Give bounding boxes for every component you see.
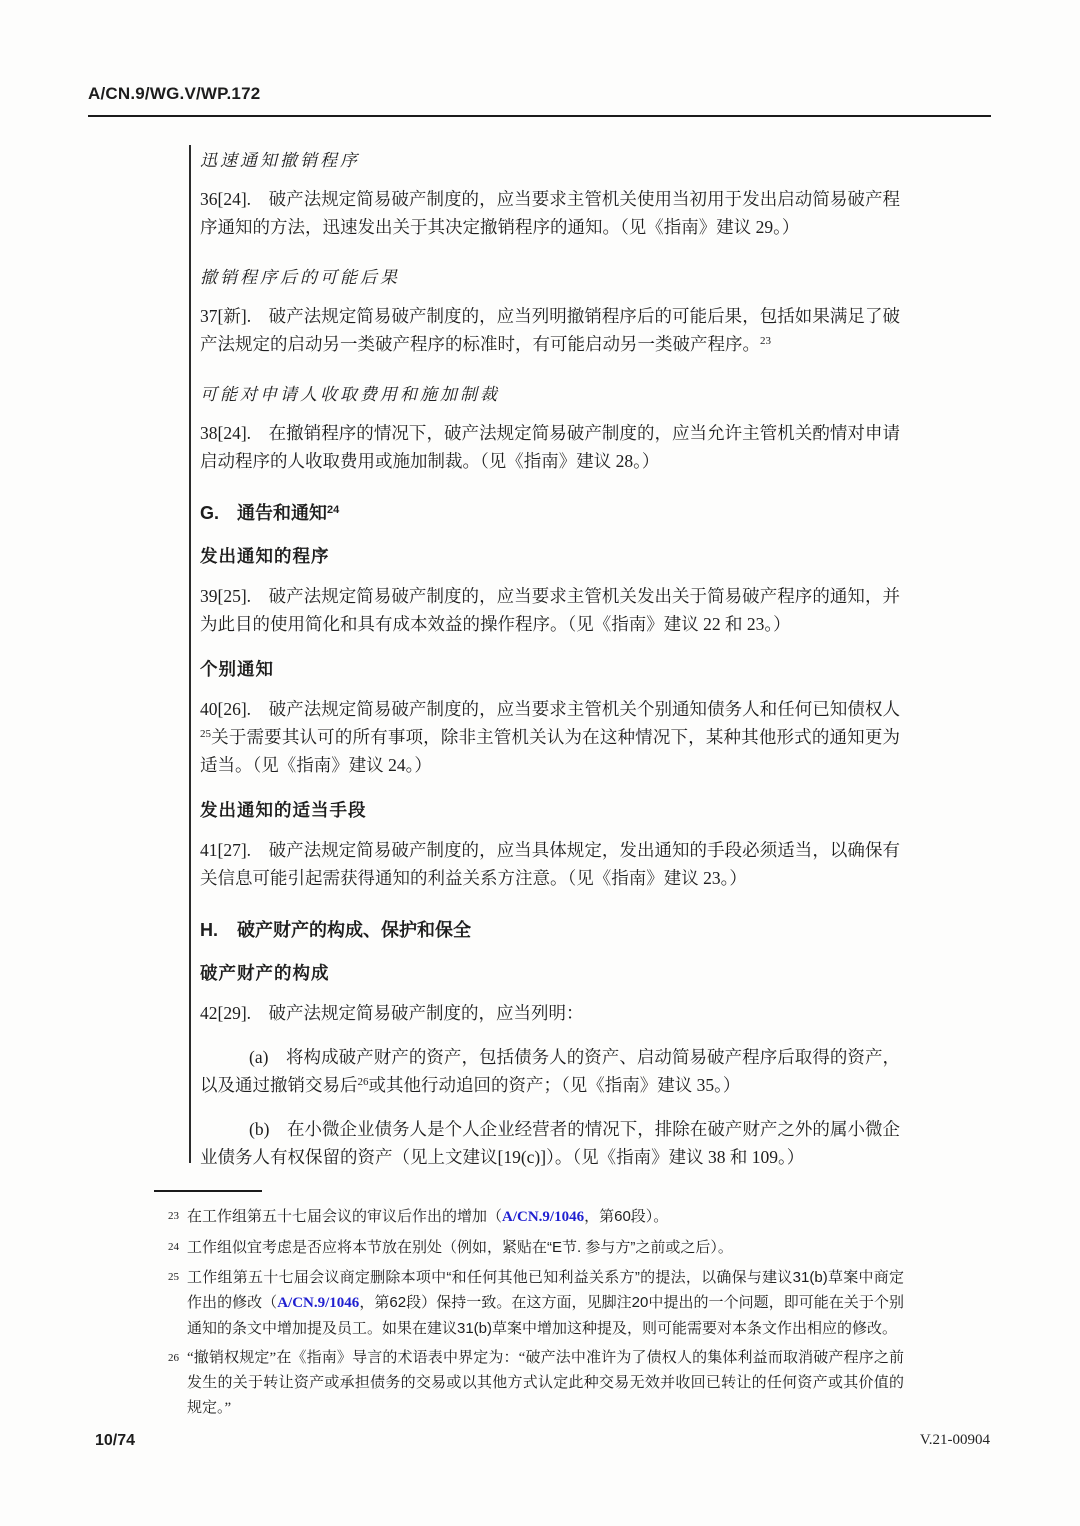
section-h-letter: H. bbox=[200, 920, 218, 940]
footnote-23 bbox=[154, 1204, 904, 1230]
running-heading-notice-procedure: 发出通知的程序 bbox=[200, 546, 330, 566]
footnote-25 bbox=[154, 1265, 904, 1341]
doc-id-number: V.21-00904 bbox=[919, 1432, 990, 1448]
paragraph-42a-pre: (a) 将构成破产财产的资产，包括债务人的资产、启动简易破产程序后取得的资产，以及通过撤销交易后 bbox=[200, 1047, 900, 1095]
running-heading-prompt-notice: 迅速通知撤销程序 bbox=[200, 151, 360, 170]
footnote-24-number: 24 bbox=[168, 1241, 179, 1253]
paragraph-41: 41[27]. 破产法规定简易破产制度的，应当具体规定，发出通知的手段必须适当，以确保有关信息可能引起需获得通知的利益关系方注意。（见《指南》建议 23。） bbox=[200, 840, 900, 888]
footnote-25-text-post: ，第62段）保持一致。在这方面，见脚注20中提出的一个问题，即可能在关于个别通知的条文中增加提及员工。如果在建议31(b)草案中增加这种提及，则可能需要对本条文作出相应的修改。 bbox=[187, 1294, 904, 1337]
footnote-26-number: 26 bbox=[168, 1352, 179, 1364]
paragraph-40-post: 关于需要其认可的所有事项，除非主管机关认为在这种情况下，某种其他形式的通知更为适当。（见《指南》建议 24。） bbox=[200, 727, 900, 775]
footnotes-area bbox=[154, 1190, 904, 1426]
footnote-23-number: 23 bbox=[168, 1210, 179, 1222]
paragraph-40 bbox=[200, 695, 900, 779]
section-g-title-text: 通告和通知 bbox=[237, 503, 327, 523]
running-heading-individual-notice: 个别通知 bbox=[200, 659, 274, 679]
footnote-ref-26: 26 bbox=[357, 1076, 369, 1088]
paragraph-42a bbox=[200, 1043, 900, 1099]
footnote-26-text: “撤销权规定”在《指南》导言的术语表中界定为：“破产法中准许为了债权人的集体利益而取消破产程序之前发生的关于转让资产或承担债务的交易或以其他方式认定此种交易无效并收回已转让的任何资产或其价值的规定。” bbox=[187, 1350, 904, 1416]
footnote-separator bbox=[154, 1190, 262, 1192]
section-g-title bbox=[237, 499, 339, 525]
paragraph-38: 38[24]. 在撤销程序的情况下，破产法规定简易破产制度的，应当允许主管机关酌情对申请启动程序的人收取费用或施加制裁。（见《指南》建议 28。） bbox=[200, 423, 900, 471]
section-h-title: 破产财产的构成、保护和保全 bbox=[237, 920, 471, 940]
section-g-heading bbox=[200, 499, 900, 525]
running-heading-appropriate-means: 发出通知的适当手段 bbox=[200, 800, 367, 820]
paragraph-40-pre: 40[26]. 破产法规定简易破产制度的，应当要求主管机关个别通知债务人和任何已知债权人 bbox=[200, 699, 900, 719]
paragraph-42-intro: 42[29]. 破产法规定简易破产制度的，应当列明： bbox=[200, 1003, 584, 1023]
header-rule bbox=[88, 115, 991, 117]
footnote-23-text-pre: 在工作组第五十七届会议的审议后作出的增加（ bbox=[187, 1208, 503, 1225]
document-link-acn9-1046-2[interactable]: A/CN.9/1046 bbox=[277, 1295, 360, 1311]
footnote-ref-23: 23 bbox=[760, 335, 771, 347]
footnote-24 bbox=[154, 1235, 904, 1260]
footnote-25-number: 25 bbox=[168, 1271, 179, 1283]
footnote-23-text-post: ，第60段）。 bbox=[584, 1208, 669, 1225]
doc-symbol: A/CN.9/WG.V/WP.172 bbox=[88, 84, 261, 103]
revision-change-bar bbox=[189, 145, 191, 1163]
footnote-24-text: 工作组似宜考虑是否应将本节放在别处（例如，紧贴在“E节. 参与方”之前或之后）。 bbox=[187, 1239, 733, 1256]
section-g-letter: G. bbox=[200, 503, 220, 523]
paragraph-36: 36[24]. 破产法规定简易破产制度的，应当要求主管机关使用当初用于发出启动简易破产程序通知的方法，迅速发出关于其决定撤销程序的通知。（见《指南》建议 29。） bbox=[200, 189, 900, 237]
footnote-25-text-pre: 工作组第五十七届会议商定删除本项中“和任何其他已知利益关系方”的提法，以确保与建议31(b)草案中商定作出的修改（ bbox=[187, 1269, 904, 1311]
running-heading-fees-sanctions: 可能对申请人收取费用和施加制裁 bbox=[200, 385, 500, 404]
paragraph-37-text: 37[新]. 破产法规定简易破产制度的，应当列明撤销程序后的可能后果，包括如果满足了破产法规定的启动另一类破产程序的标准时，有可能启动另一类破产程序。 bbox=[200, 306, 900, 354]
paragraph-37 bbox=[200, 302, 900, 358]
footnote-ref-24: 24 bbox=[327, 504, 340, 516]
footnote-ref-25: 25 bbox=[200, 728, 211, 740]
paragraph-42b: (b) 在小微企业债务人是个人企业经营者的情况下，排除在破产财产之外的属小微企业债务人有权保留的资产（见上文建议[19(c)]）。（见《指南》建议 38 和 109。） bbox=[200, 1119, 900, 1167]
running-heading-estate-composition: 破产财产的构成 bbox=[200, 963, 330, 983]
paragraph-42a-post: 或其他行动追回的资产；（见《指南》建议 35。） bbox=[368, 1075, 741, 1095]
running-heading-consequences: 撤销程序后的可能后果 bbox=[200, 268, 400, 287]
document-body bbox=[200, 134, 900, 1187]
page-number: 10/74 bbox=[95, 1432, 136, 1449]
section-h-heading bbox=[200, 916, 900, 942]
footnote-26 bbox=[154, 1346, 904, 1421]
paragraph-39: 39[25]. 破产法规定简易破产制度的，应当要求主管机关发出关于简易破产程序的通知，并为此目的使用简化和具有成本效益的操作程序。（见《指南》建议 22 和 23。） bbox=[200, 586, 900, 634]
document-link-acn9-1046[interactable]: A/CN.9/1046 bbox=[502, 1209, 585, 1225]
